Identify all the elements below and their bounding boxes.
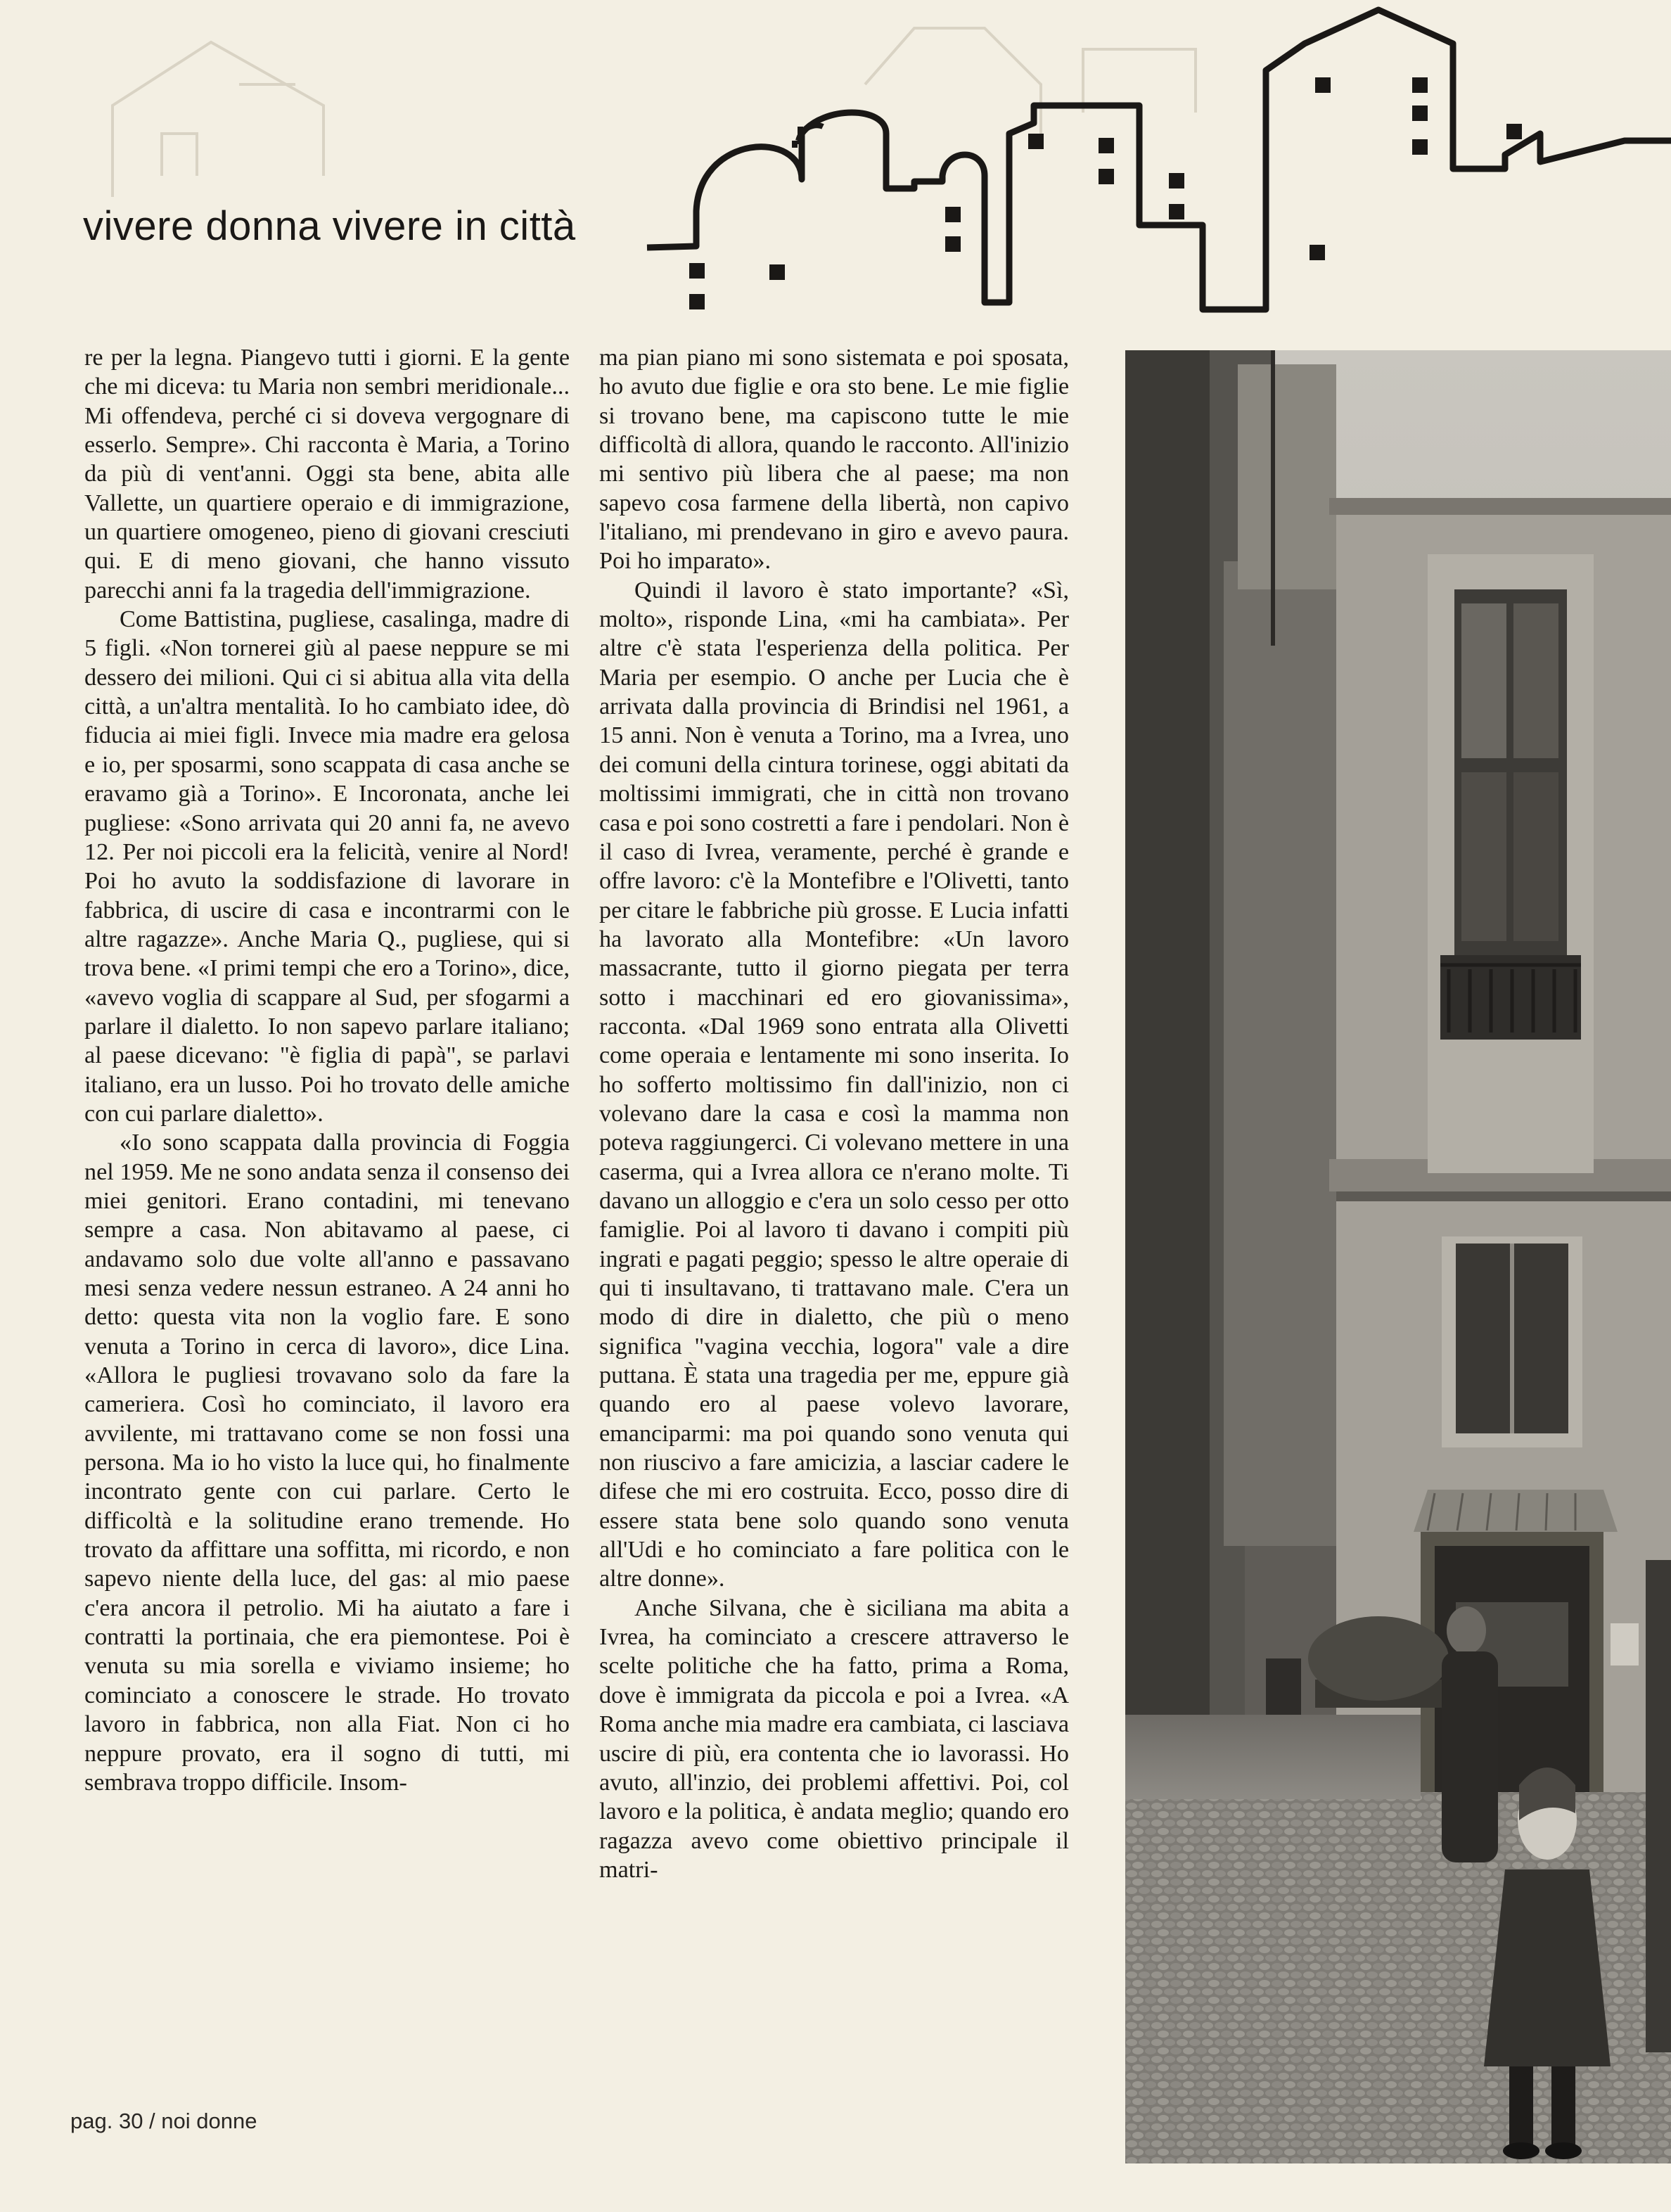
paragraph: ma pian piano mi sono sistemata e poi sposata, ho avuto due figlie e ora sto bene. Le mie figlie si trovano bene, ma capiscono tutte le mie difficoltà di allora, quando le racconto. All'inizio mi sentivo più libera che al paese; ma non sapevo cosa farmene della libertà, non capivo l'italiano, mi prendevano in giro e avevo paura. Poi ho imparato».	[599, 345, 1069, 575]
page-section-title: vivere donna vivere in città	[83, 203, 576, 249]
page-footer: pag. 30 / noi donne	[70, 2109, 257, 2133]
paragraph: re per la legna. Piangevo tutti i giorni. E la gente che mi diceva: tu Maria non sembri meridionale... Mi offendeva, perché ci si doveva vergognare di esserlo. Sempre». Chi racconta è Maria, a Torino da più di vent'anni. Oggi sta bene, abita alle Vallette, un quartiere operaio e di immigrazione, un quartiere omogeneo, pieno di giovani cresciuti qui. E di meno giovani, che hanno vissuto parecchi anni fa la tragedia dell'immigrazione.	[84, 345, 570, 603]
article-column-2	[599, 343, 1069, 1884]
paragraph: «Io sono scappata dalla provincia di Foggia nel 1959. Me ne sono andata senza il consenso dei miei genitori. Erano contadini, mi tenevano sempre a casa. Non abitavamo al paese, ci andavamo solo due volte all'anno e passavano mesi senza vedere nessun estraneo. A 24 anni ho detto: questa vita non la voglio fare. E sono venuta a Torino in cerca di lavoro», dice Lina. «Allora le pugliesi trovavano solo da fare la cameriera. Così ho cominciato, il lavoro era avvilente, mi trattavano come se non fossi una persona. Ma io ho visto la luce qui, ho finalmente incontrato gente con cui parlare. Certo le difficoltà e la solitudine erano tremende. Ho trovato da affittare una soffitta, mi ricordo, e non sapevo niente della luce, del gas: al mio paese c'era ancora il petrolio. Mi ha aiutato a fare i contratti la portinaia, che era piemontese. Poi è venuta su mia sorella e viviamo insieme; ho cominciato a conoscere le strade. Ho trovato lavoro in fabbrica, non alla Fiat. Non ci ho neppure provato, era il sogno di tutti, mi sembrava troppo difficile. Insom-	[84, 1130, 570, 1796]
courtyard-photograph	[1125, 350, 1671, 2163]
city-skyline-illustration	[0, 0, 1671, 331]
article-column-1	[84, 343, 570, 1797]
paragraph: Quindi il lavoro è stato importante? «Sì, molto», risponde Lina, «mi ha cambiata». Per altre c'è stata l'esperienza della politica. Per Maria per esempio. O anche per Lucia che è arrivata dalla provincia di Brindisi nel 1961, a 15 anni. Non è venuta a Torino, ma a Ivrea, uno dei comuni della cintura torinese, oggi abitati da moltissimi immigrati, che in città non trovano casa e poi sono costretti a fare i pendolari. Non è il caso di Ivrea, veramente, perché è grande e offre lavoro: c'è la Montefibre e l'Olivetti, tanto per citare le fabbriche più grosse. E Lucia infatti ha lavorato alla Montefibre: «Un lavoro massacrante, tutto il giorno piegata per terra sotto i macchinari ed ero giovanissima», racconta. «Dal 1969 sono entrata alla Olivetti come operaia e lentamente mi sono inserita. Io ho sofferto moltissimo fin dall'inizio, non ci volevano dare la casa e così la mamma non poteva raggiungerci. Ci volevano mettere in una caserma, qui a Ivrea allora ce n'erano molte. Ti davano un alloggio e c'era un solo cesso per otto famiglie. Poi al lavoro ti davano i compiti più ingrati e pagati peggio; spesso le altre operaie di qui ti insultavano, ti trattavano male. C'era un modo di dire in dialetto, che più o meno significa "vagina vecchia, logora" vale a dire puttana. È stata una tragedia per me, eppure già quando ero al paese volevo lavorare, emanciparmi: ma poi quando sono venuta qui non riuscivo a fare amicizia, a lasciar cadere le difese che mi ero costruita. Ecco, posso dire di essere stata bene solo quando sono venuta all'Udi e ho cominciato a fare politica con le altre donne».	[599, 577, 1069, 1592]
paragraph: Come Battistina, pugliese, casalinga, madre di 5 figli. «Non tornerei giù al paese neppure se mi dessero dei milioni. Qui ci si abitua alla vita della città, a un'altra mentalità. Io ho cambiato idee, dò fiducia ai miei figli. Invece mia madre era gelosa e io, per sposarmi, sono scappata di casa anche se eravamo già a Torino». E Incoronata, anche lei pugliese: «Sono arrivata qui 20 anni fa, ne avevo 12. Per noi piccoli era la felicità, venire al Nord! Poi ho avuto la soddisfazione di lavorare in fabbrica, di uscire di casa e incontrarmi con le altre ragazze». Anche Maria Q., pugliese, qui si trova bene. «I primi tempi che ero a Torino», dice, «avevo voglia di scappare al Sud, per sfogarmi a parlare il dialetto. Io non sapevo parlare italiano; al paese dicevano: "è figlia di papà", se parlavi italiano, era un lusso. Poi ho trovato delle amiche con cui parlare dialetto».	[84, 606, 570, 1127]
paragraph: Anche Silvana, che è siciliana ma abita a Ivrea, ha cominciato a crescere attraverso le scelte politiche che ha fatto, prima a Roma, dove è immigrata da piccola e poi a Ivrea. «A Roma anche mia madre era cambiata, ci lasciava uscire di più, era contenta che io lavorassi. Ho avuto, all'inzio, dei problemi affettivi. Poi, col lavoro e la politica, è andata meglio; quando ero ragazza avevo come obiettivo principale il matri-	[599, 1594, 1069, 1883]
